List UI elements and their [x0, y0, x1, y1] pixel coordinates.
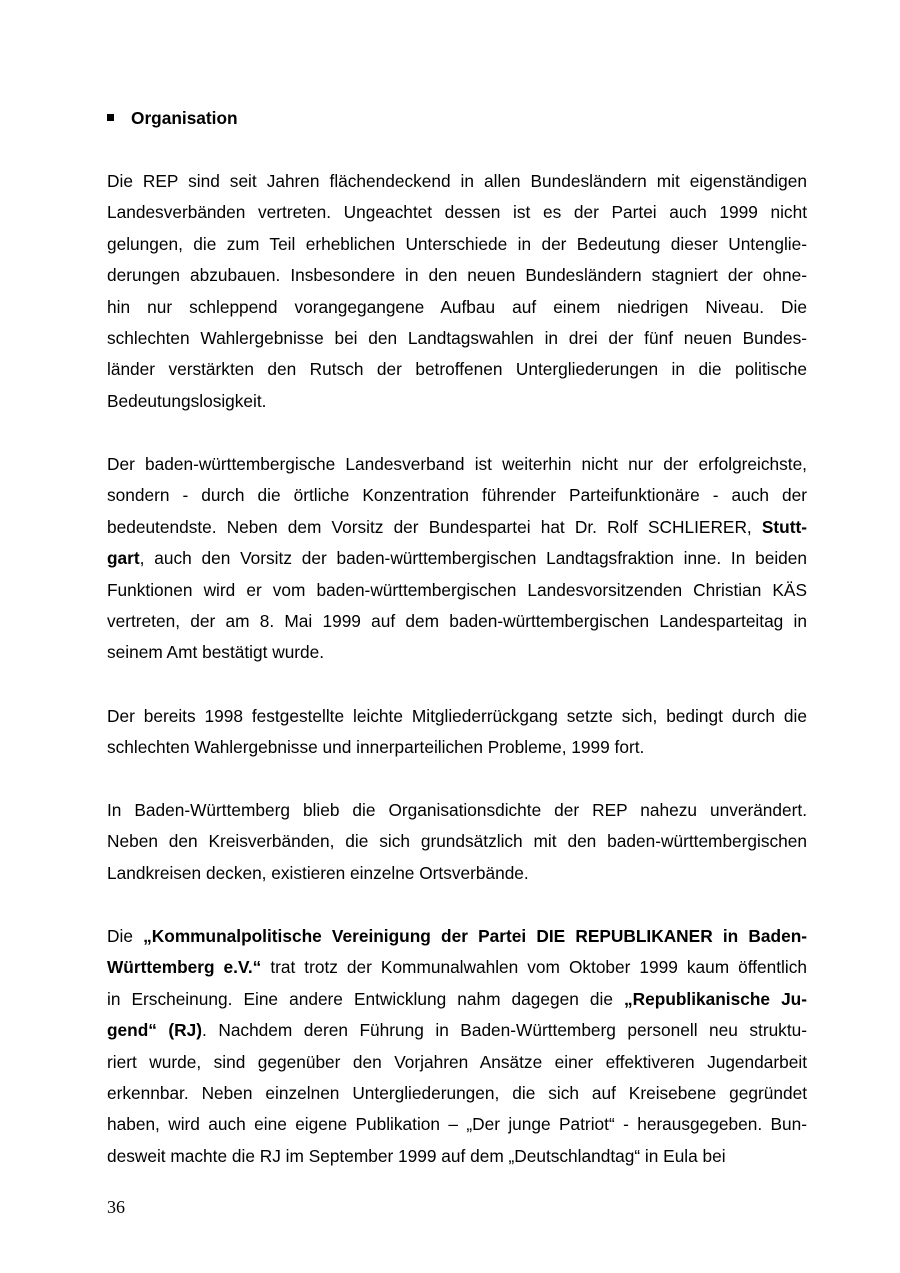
text-line [107, 732, 807, 763]
paragraph-1 [107, 166, 807, 417]
paragraph-3 [107, 701, 807, 764]
text-segment: Funktionen wird er vom baden-württembergischen Landesvorsitzenden Christian KÄS [107, 579, 807, 600]
bold-text: „Kommunalpolitische Vereinigung der Partei DIE REPUBLIKANER in Baden- [143, 926, 807, 946]
text-segment: seinem Amt bestätigt wurde. [107, 642, 325, 663]
bold-text: „Republikanische Ju- [624, 988, 807, 1009]
text-line [107, 197, 807, 228]
text-segment: schlechten Wahlergebnisse und innerparteilichen Probleme, 1999 fort. [107, 737, 645, 758]
bold-text: gart [107, 548, 140, 569]
text-segment: In Baden-Württemberg blieb die Organisationsdichte der REP nahezu unverändert. [107, 800, 807, 820]
text-segment: hin nur schleppend vorangegangene Aufbau auf einem niedrigen Niveau. Die [107, 296, 807, 317]
text-segment: Die REP sind seit Jahren flächendeckend in allen Bundesländern mit eigenständigen [107, 171, 807, 191]
text-segment: haben, wird auch eine eigene Publikation – „Der junge Patriot“ - herausgegeben. Bun- [107, 1114, 807, 1135]
bold-text: gend“ (RJ) [107, 1020, 203, 1041]
page-number: 36 [107, 1197, 125, 1217]
section-heading [107, 104, 238, 132]
text-segment: Neben den Kreisverbänden, die sich grundsätzlich mit den baden-württembergischen [107, 831, 807, 852]
paragraph-5 [107, 921, 807, 1172]
text-line [107, 166, 807, 197]
paragraph-2 [107, 449, 807, 669]
text-line [107, 1078, 807, 1109]
text-segment: schlechten Wahlergebnisse bei den Landtagswahlen in drei der fünf neuen Bundes- [107, 327, 807, 348]
text-line [107, 543, 807, 574]
text-segment: Die [107, 926, 144, 946]
text-segment: trat trotz der Kommunalwahlen vom Oktober 1999 kaum öffentlich [261, 957, 807, 978]
text-line [107, 858, 807, 889]
text-line [107, 637, 807, 668]
text-line [107, 449, 807, 480]
text-segment: derungen abzubauen. Insbesondere in den neuen Bundesländern stagniert der ohne- [107, 265, 807, 286]
text-line [107, 575, 807, 606]
text-line [107, 292, 807, 323]
paragraph-4 [107, 795, 807, 889]
text-line [107, 354, 807, 385]
text-line [107, 480, 807, 511]
text-line [107, 1015, 807, 1046]
text-segment: , auch den Vorsitz der baden-württembergischen Landtagsfraktion inne. In beiden [139, 548, 807, 569]
text-line [107, 323, 807, 354]
text-segment: desweit machte die RJ im September 1999 auf dem „Deutschlandtag“ in Eula bei [107, 1145, 726, 1166]
text-segment: länder verstärkten den Rutsch der betroffenen Untergliederungen in die politische [107, 359, 807, 380]
text-segment: vertreten, der am 8. Mai 1999 auf dem baden-württembergischen Landesparteitag in [107, 610, 807, 631]
text-segment: sondern - durch die örtliche Konzentration führender Parteifunktionäre - auch der [107, 485, 807, 506]
text-line [107, 386, 807, 417]
text-line [107, 1141, 807, 1172]
text-segment: Landkreisen decken, existieren einzelne Ortsverbände. [107, 862, 529, 883]
text-segment: erkennbar. Neben einzelnen Untergliederungen, die sich auf Kreisebene gegründet [107, 1082, 807, 1103]
text-line [107, 260, 807, 291]
bold-text: Stutt- [761, 516, 807, 537]
text-line [107, 826, 807, 857]
text-segment: in Erscheinung. Eine andere Entwicklung nahm dagegen die [107, 988, 625, 1009]
text-line [107, 229, 807, 260]
text-line [107, 512, 807, 543]
text-line [107, 606, 807, 637]
text-line [107, 952, 807, 983]
square-bullet-icon [107, 114, 114, 121]
text-segment: Bedeutungslosigkeit. [107, 390, 267, 411]
text-line [107, 921, 807, 952]
text-line [107, 795, 807, 826]
text-segment: riert wurde, sind gegenüber den Vorjahren Ansätze einer effektiveren Jugendarbeit [107, 1051, 807, 1072]
text-segment: . Nachdem deren Führung in Baden-Württemberg personell neu struktu- [202, 1020, 807, 1041]
text-line [107, 1047, 807, 1078]
text-segment: Der baden-württembergische Landesverband ist weiterhin nicht nur der erfolgreichste, [107, 454, 807, 474]
text-segment: Der bereits 1998 festgestellte leichte Mitgliederrückgang setzte sich, bedingt durch die [107, 706, 807, 726]
text-segment: gelungen, die zum Teil erheblichen Unterschiede in der Bedeutung dieser Untenglie- [107, 233, 807, 254]
text-segment: Landesverbänden vertreten. Ungeachtet dessen ist es der Partei auch 1999 nicht [107, 202, 807, 223]
section-heading-title: Organisation [131, 108, 238, 128]
text-segment: bedeutendste. Neben dem Vorsitz der Bundespartei hat Dr. Rolf SCHLIERER, [107, 516, 762, 537]
bold-text: Württemberg e.V.“ [107, 957, 262, 978]
text-line [107, 984, 807, 1015]
text-line [107, 701, 807, 732]
text-line [107, 1109, 807, 1140]
